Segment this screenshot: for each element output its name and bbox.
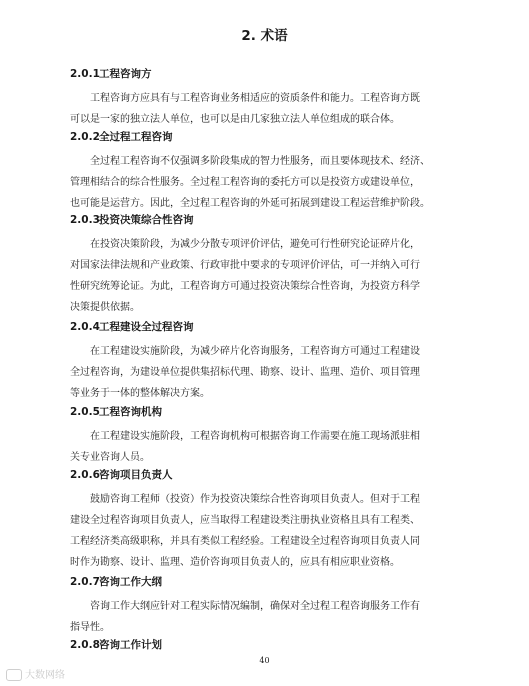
section-heading: [70, 468, 462, 482]
section-title: 咨询工作计划: [99, 639, 162, 651]
section-number: 2.0.7: [70, 576, 100, 588]
section-title: 工程咨询方: [99, 68, 152, 80]
paragraph-line: 工程经济类高级职称，并具有类似工程经验。工程建设全过程咨询项目负责人同: [70, 536, 420, 547]
section-paragraph: [70, 88, 462, 130]
section-paragraph: [70, 596, 462, 638]
section-2-0-4: [70, 320, 462, 404]
paragraph-line: 性研究统筹论证。为此，工程咨询方可通过投资决策综合性咨询，为投资方科学: [70, 281, 420, 292]
paragraph-line: 在投资决策阶段，为减少分散专项评价评估，避免可行性研究论证碎片化，: [90, 239, 420, 250]
section-heading: [70, 130, 462, 144]
section-title: 投资决策综合性咨询: [99, 214, 194, 226]
section-paragraph: [70, 426, 462, 468]
paragraph-line: 全过程咨询，为建设单位提供集招标代理、勘察、设计、监理、造价、项目管理: [70, 367, 420, 378]
paragraph-line: 咨询工作大纲应针对工程实际情况编制，确保对全过程工程咨询服务工作有: [90, 601, 420, 612]
section-number: 2.0.4: [70, 321, 100, 333]
paragraph-line: 鼓励咨询工程师（投资）作为投资决策综合性咨询项目负责人。但对于工程: [90, 494, 420, 505]
section-title: 工程建设全过程咨询: [99, 321, 194, 333]
section-title: 咨询工作大纲: [99, 576, 162, 588]
watermark-text: 大数网络: [25, 670, 65, 681]
section-2-0-6: [70, 468, 462, 573]
paragraph-line: 指导性。: [70, 622, 110, 633]
section-title: 工程咨询机构: [99, 406, 162, 418]
section-2-0-2: [70, 130, 462, 214]
paragraph-line: 时作为勘察、设计、监理、造价咨询项目负责人的，应具有相应职业资格。: [70, 557, 400, 568]
section-2-0-5: [70, 405, 462, 468]
page-title: 2. 术语: [241, 28, 288, 44]
paragraph-line: 关专业咨询人员。: [70, 452, 150, 463]
section-title: 全过程工程咨询: [99, 131, 173, 143]
paragraph-line: 在工程建设实施阶段，工程咨询机构可根据咨询工作需要在施工现场派驻相: [90, 431, 420, 442]
paragraph-line: 对国家法律法规和产业政策、行政审批中要求的专项评价评估，可一并纳入可行: [70, 260, 420, 271]
paragraph-line: 等业务于一体的整体解决方案。: [70, 388, 210, 399]
paragraph-line: 工程咨询方应具有与工程咨询业务相适应的资质条件和能力。工程咨询方既: [90, 93, 420, 104]
section-paragraph: [70, 234, 462, 318]
section-paragraph: [70, 489, 462, 573]
section-heading: [70, 638, 462, 652]
section-number: 2.0.5: [70, 406, 100, 418]
section-2-0-3: [70, 213, 462, 318]
section-title: 咨询项目负责人: [99, 469, 173, 481]
section-number: 2.0.3: [70, 214, 100, 226]
watermark: [6, 666, 65, 681]
section-number: 2.0.1: [70, 68, 100, 80]
paragraph-line: 管理相结合的综合性服务。全过程工程咨询的委托方可以是投资方或建设单位，: [70, 177, 420, 188]
section-heading: [70, 213, 462, 227]
section-paragraph: [70, 151, 462, 214]
paragraph-line: 建设全过程咨询项目负责人，应当取得工程建设类注册执业资格且具有工程类、: [70, 515, 420, 526]
section-number: 2.0.6: [70, 469, 100, 481]
section-number: 2.0.8: [70, 639, 100, 651]
section-2-0-1: [70, 67, 462, 130]
section-number: 2.0.2: [70, 131, 100, 143]
section-paragraph: [70, 341, 462, 404]
section-heading: [70, 67, 462, 81]
section-2-0-8: [70, 638, 462, 652]
section-2-0-7: [70, 575, 462, 638]
section-heading: [70, 320, 462, 334]
section-heading: [70, 405, 462, 419]
paragraph-line: 在工程建设实施阶段，为减少碎片化咨询服务，工程咨询方可通过工程建设: [90, 346, 420, 357]
paragraph-line: 可以是一家的独立法人单位，也可以是由几家独立法人单位组成的联合体。: [70, 114, 400, 125]
watermark-logo-icon: [6, 669, 22, 681]
page-number: 40: [259, 656, 270, 665]
paragraph-line: 决策提供依据。: [70, 302, 140, 313]
paragraph-line: 也可能是运营方。因此，全过程工程咨询的外延可拓展到建设工程运营维护阶段。: [70, 198, 430, 209]
section-heading: [70, 575, 462, 589]
paragraph-line: 全过程工程咨询不仅强调多阶段集成的智力性服务，而且要体现技术、经济、: [90, 156, 430, 167]
